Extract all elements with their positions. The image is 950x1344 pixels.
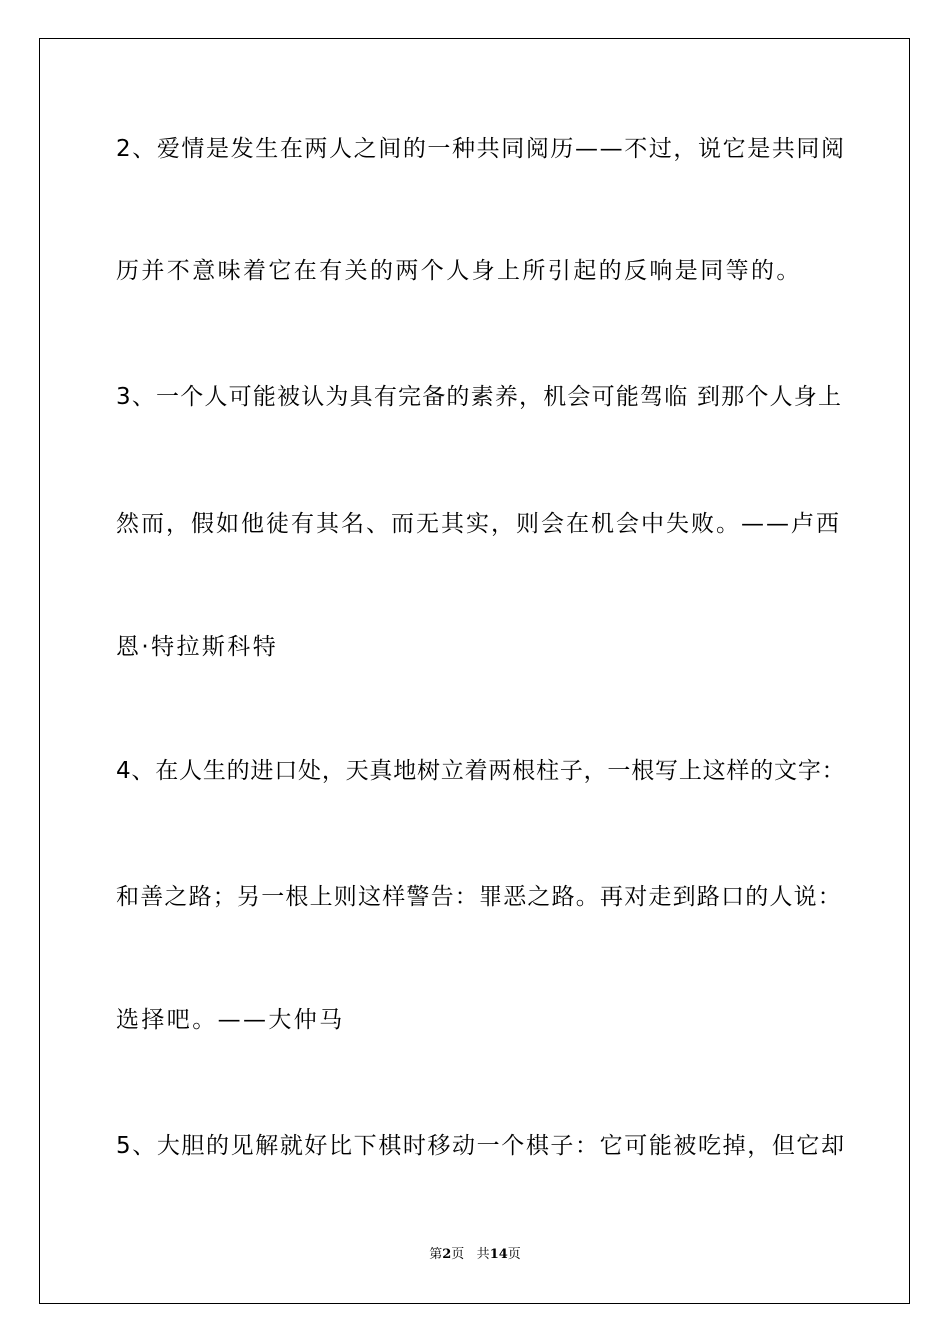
text-line-5: 恩·特拉斯科特 [116, 634, 279, 660]
page-border [39, 38, 910, 1304]
text-line-9: 5、大胆的见解就好比下棋时移动一个棋子：它可能被吃掉，但它却 [116, 1133, 846, 1159]
footer-page-current: 2 [442, 1247, 452, 1262]
text-line-4: 然而，假如他徒有其名、而无其实，则会在机会中失败。——卢西 [116, 511, 841, 537]
footer-page-unit: 页 [451, 1247, 465, 1262]
footer-page-prefix: 第 [429, 1247, 443, 1262]
text-line-1: 2、爱情是发生在两人之间的一种共同阅历——不过，说它是共同阅 [116, 136, 846, 162]
text-line-2: 历并不意味着它在有关的两个人身上所引起的反响是同等的。 [116, 258, 802, 284]
footer-total-unit: 页 [507, 1247, 521, 1262]
text-line-6: 4、在人生的进口处，天真地树立着两根柱子，一根写上这样的文字： [116, 758, 846, 784]
text-line-3: 3、一个人可能被认为具有完备的素养，机会可能驾临 到那个人身上 [116, 384, 843, 410]
page-footer [0, 1245, 950, 1265]
text-line-7: 和善之路；另一根上则这样警告：罪恶之路。再对走到路口的人说： [116, 884, 842, 910]
footer-page-total: 14 [489, 1247, 508, 1262]
text-line-8: 选择吧。——大仲马 [116, 1007, 345, 1033]
footer-total-prefix: 共 [476, 1247, 490, 1262]
